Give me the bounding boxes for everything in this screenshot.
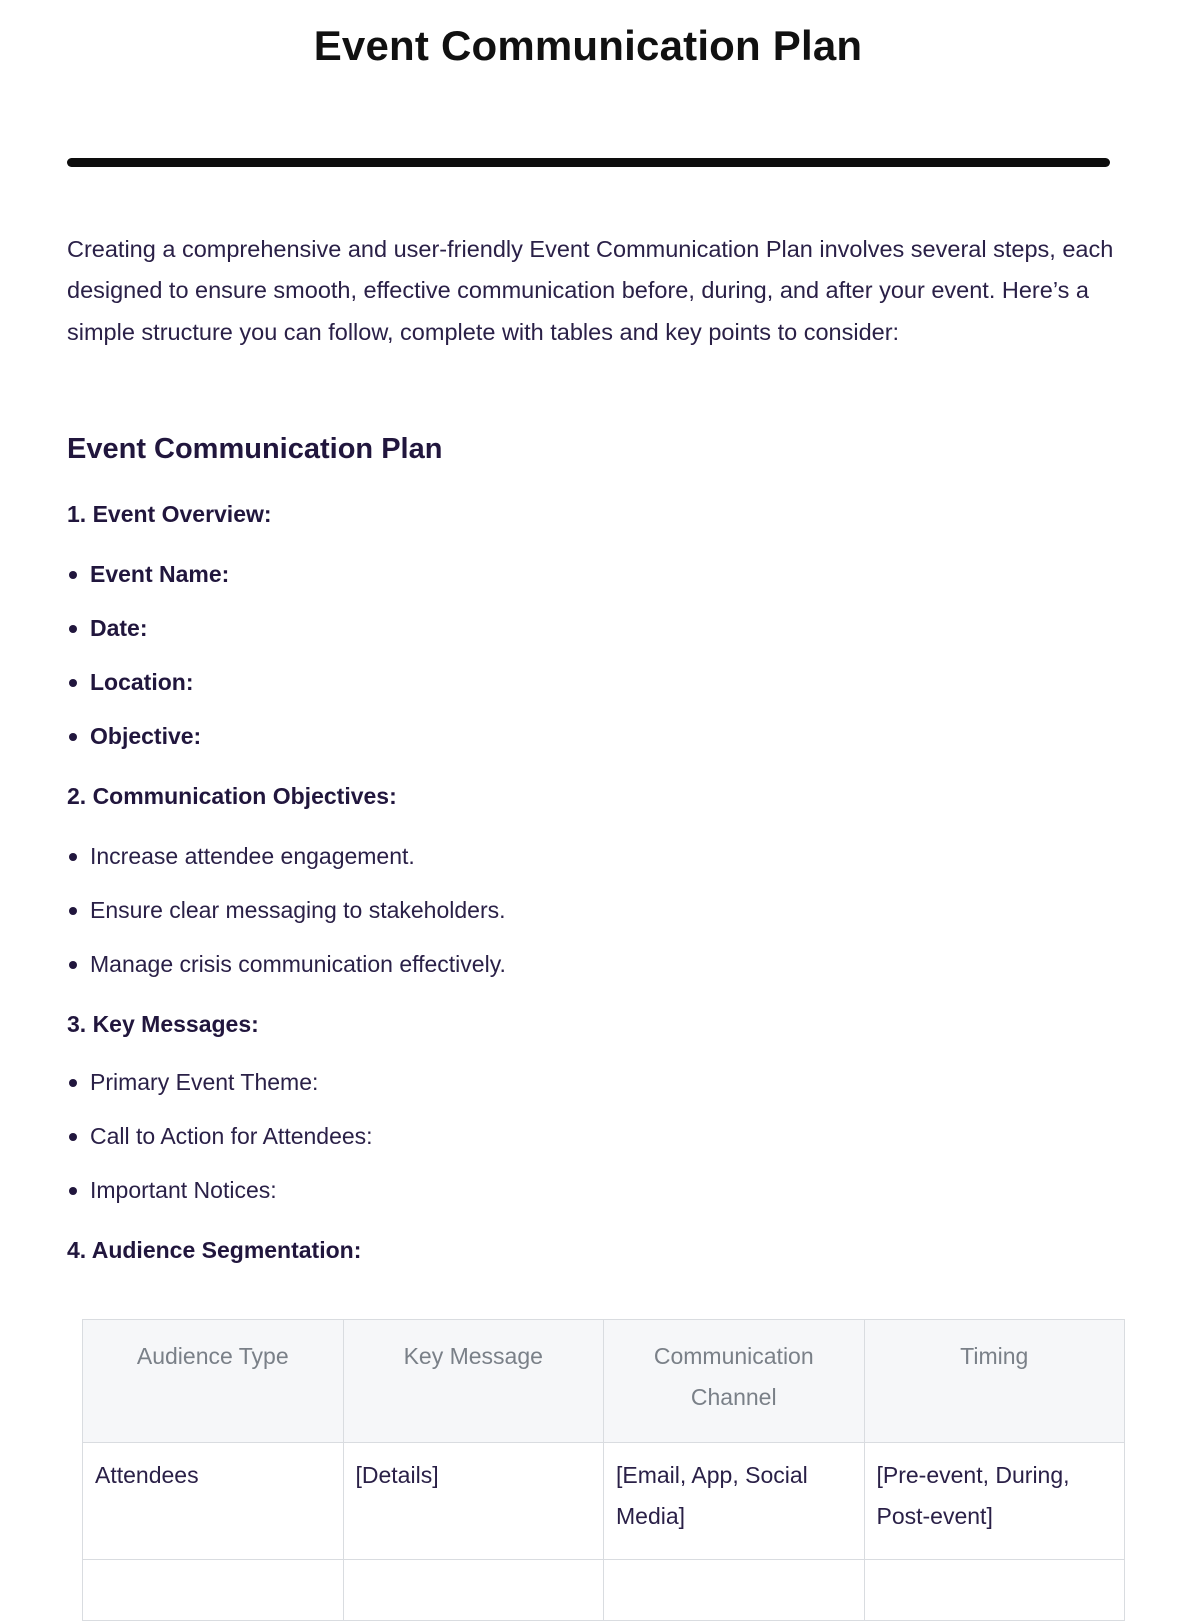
audience-segmentation-heading: 4. Audience Segmentation: (67, 1237, 362, 1263)
table-header-row (83, 1320, 1125, 1443)
list-item: Manage crisis communication effectively. (67, 947, 506, 1001)
table-cell: Attendees (83, 1443, 344, 1560)
column-header-key-message: Key Message (343, 1320, 604, 1443)
audience-segmentation-table (82, 1319, 1125, 1621)
event-overview-heading: 1. Event Overview: (67, 501, 272, 527)
list-item: Increase attendee engagement. (67, 839, 506, 893)
table-cell (604, 1560, 865, 1621)
list-item: Call to Action for Attendees: (67, 1119, 373, 1173)
key-messages-list (67, 1065, 373, 1227)
column-header-timing: Timing (864, 1320, 1125, 1443)
table-cell: [Email, App, Social Media] (604, 1443, 865, 1560)
title-divider (67, 158, 1110, 167)
list-item: Ensure clear messaging to stakeholders. (67, 893, 506, 947)
table-cell (864, 1560, 1125, 1621)
table-cell: [Pre-event, During, Post-event] (864, 1443, 1125, 1560)
key-messages-heading: 3. Key Messages: (67, 1011, 259, 1037)
list-item: Location: (67, 665, 229, 719)
list-item: Important Notices: (67, 1173, 373, 1227)
table-cell (83, 1560, 344, 1621)
column-header-communication-channel: Communication Channel (604, 1320, 865, 1443)
communication-objectives-heading: 2. Communication Objectives: (67, 783, 397, 809)
list-item: Date: (67, 611, 229, 665)
plan-heading: Event Communication Plan (67, 433, 443, 465)
list-item: Primary Event Theme: (67, 1065, 373, 1119)
list-item: Event Name: (67, 557, 229, 611)
intro-paragraph: Creating a comprehensive and user-friendly Event Communication Plan involves several steps, each designed to ensure smooth, effective communication before, during, and after your event. Here’s a simple structure you can follow, complete with tables and key points to consider: (67, 236, 1114, 345)
table-row (83, 1560, 1125, 1621)
table-cell: [Details] (343, 1443, 604, 1560)
table-row (83, 1443, 1125, 1560)
event-overview-list (67, 557, 229, 773)
table-cell (343, 1560, 604, 1621)
document-title: Event Communication Plan (313, 22, 863, 69)
column-header-audience-type: Audience Type (83, 1320, 344, 1443)
communication-objectives-list (67, 839, 506, 1001)
list-item: Objective: (67, 719, 229, 773)
